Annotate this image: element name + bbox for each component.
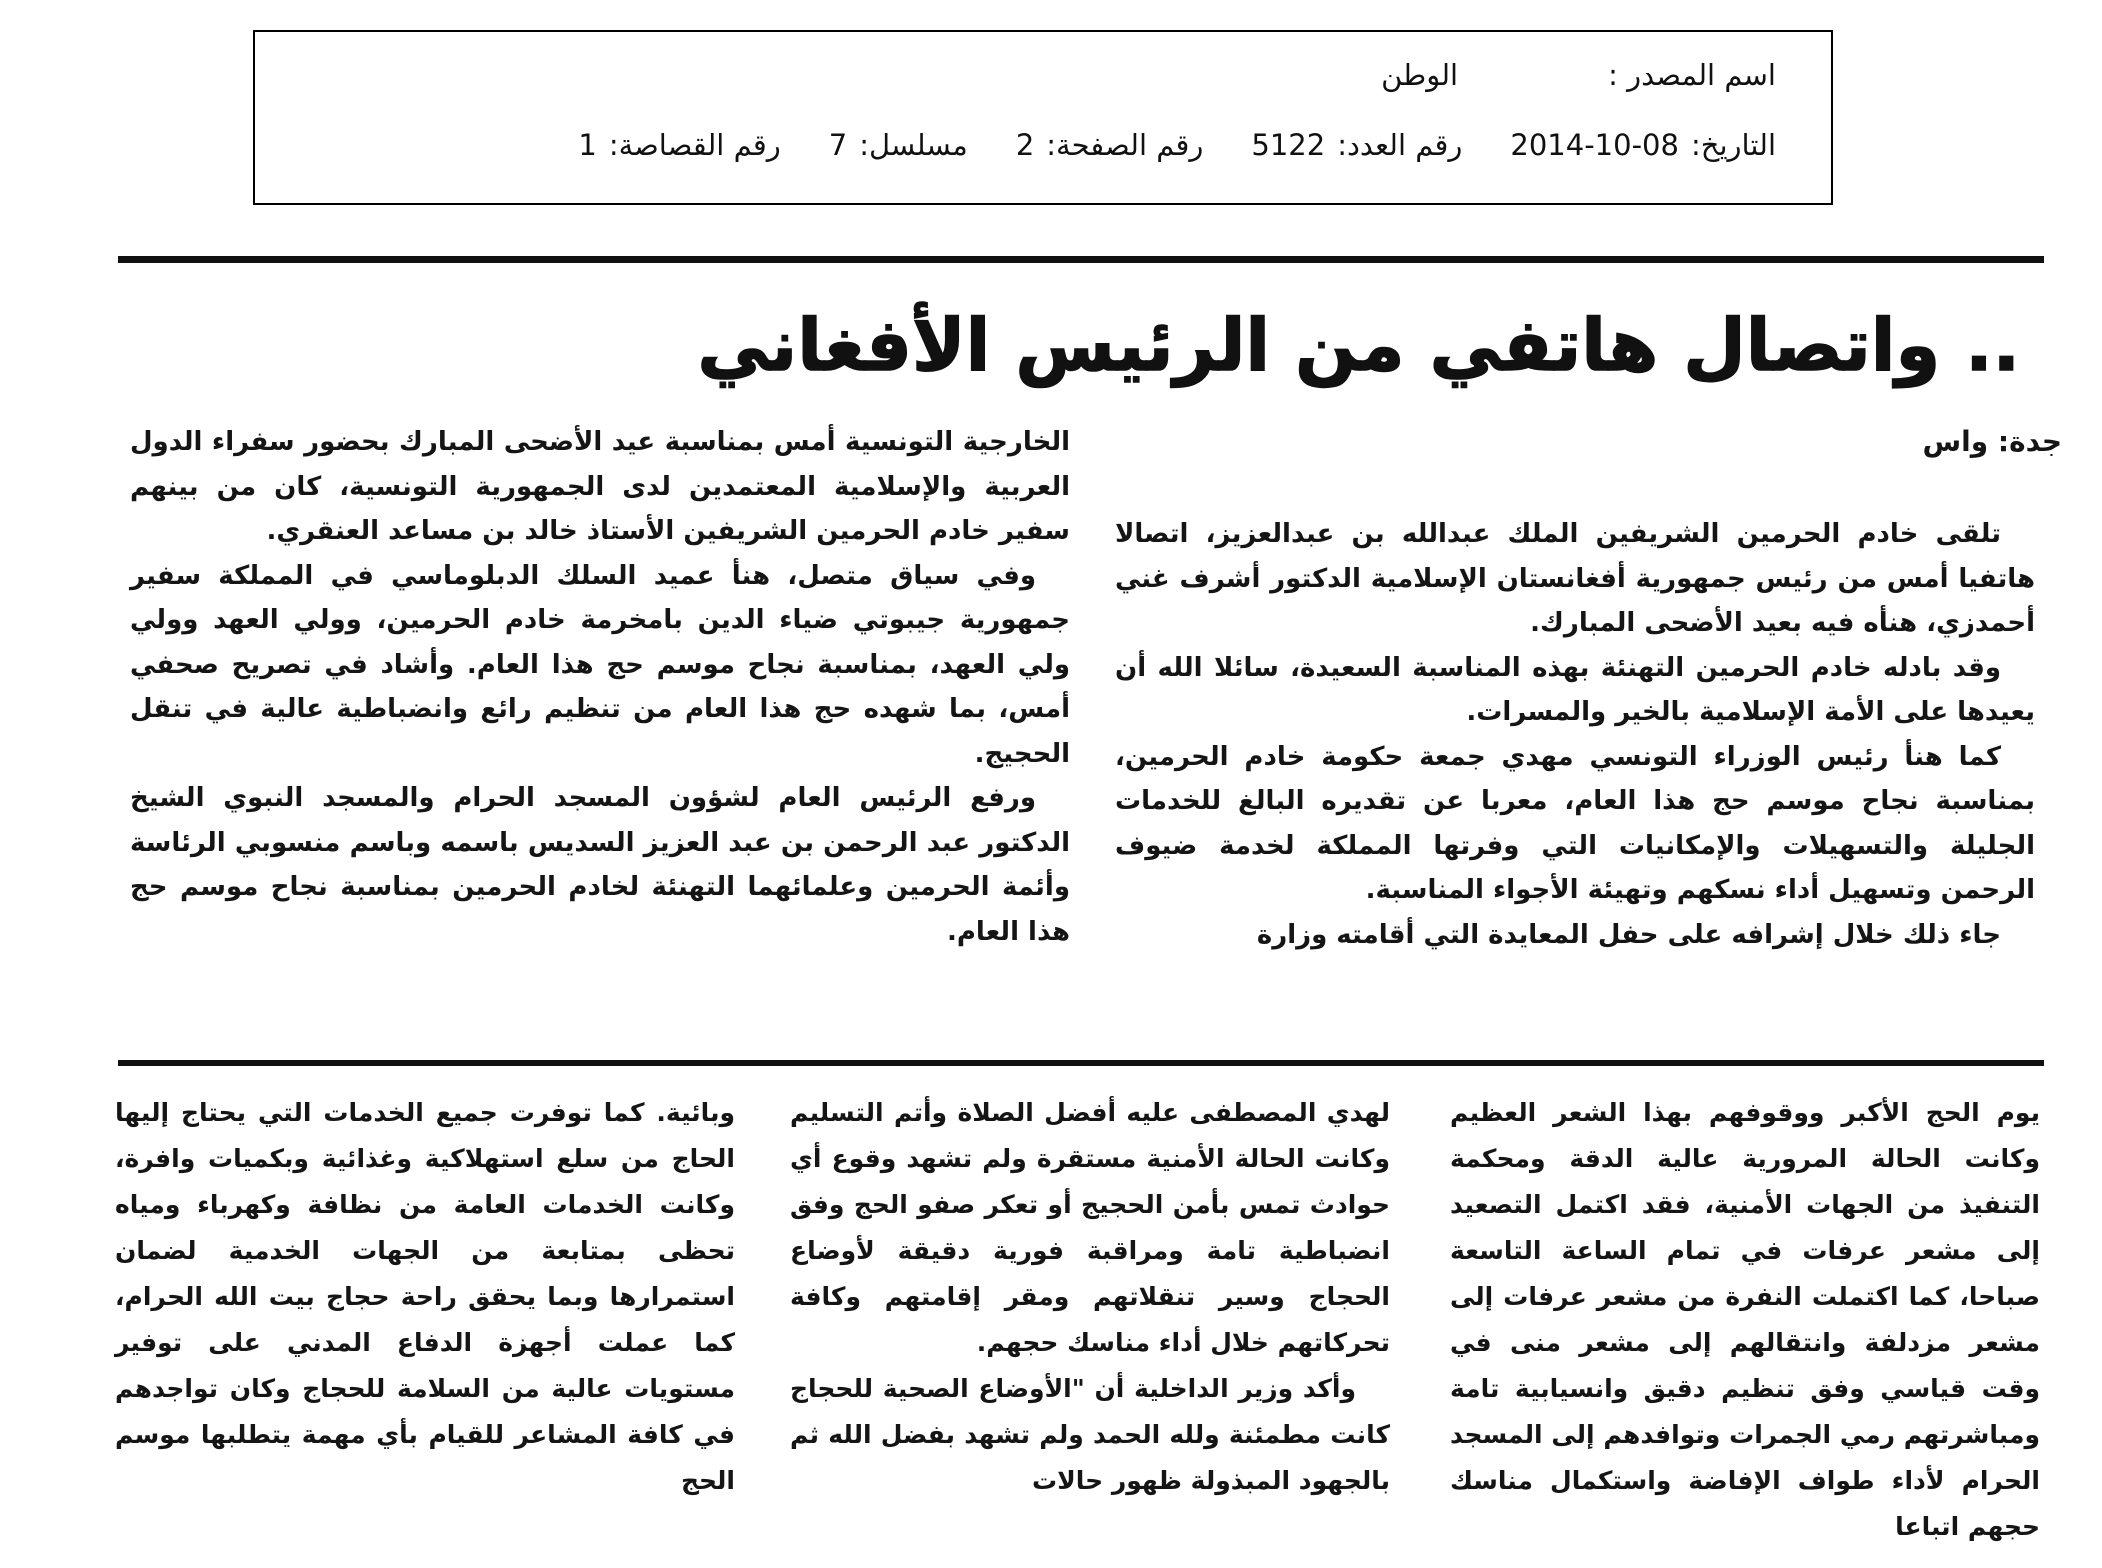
clip-value: 1 [578, 128, 597, 162]
paragraph: وأكد وزير الداخلية أن "الأوضاع الصحية للحجاج كانت مطمئنة ولله الحمد ولم تشهد بفضل الله ثم بالجهود المبذولة ظهور حالات [790, 1374, 1390, 1495]
paragraph: لهدي المصطفى عليه أفضل الصلاة وأتم التسليم وكانت الحالة الأمنية مستقرة ولم تشهد وقوع أي حوادث تمس بأمن الحجيج أو تعكر صفو الحج وفق انضباطية تامة ومراقبة فورية دقيقة لأوضاع الحجاج وسير تنقلاتهم ومقر إقامتهم وكافة تحركاتهم خلال أداء مناسك حجهم. [790, 1098, 1390, 1357]
date-value: 2014-10-08 [1510, 128, 1679, 162]
paragraph: يوم الحج الأكبر ووقوفهم بهذا الشعر العظيم وكانت الحالة المرورية عالية الدقة ومحكمة التنفيذ من الجهات الأمنية، فقد اكتمل التصعيد إلى مشعر عرفات في تمام الساعة التاسعة صباحا، كما اكتملت النفرة من مشعر عرفات إلى مشعر مزدلفة وانتقالهم إلى مشعر منى في وقت قياسي وفق تنظيم دقيق وانسيابية تامة ومباشرتهم رمي الجمرات وتوافدهم إلى المسجد الحرام لأداء طواف الإفاضة واستكمال مناسك حجهم اتباعا [1450, 1098, 2040, 1541]
issue-field [1251, 128, 1462, 162]
middle-divider [118, 1060, 2044, 1066]
details-row [295, 128, 1776, 162]
upper-left-column [130, 420, 1070, 1050]
serial-label: مسلسل: [859, 128, 968, 162]
issue-value: 5122 [1251, 128, 1326, 162]
serial-field [829, 128, 968, 162]
page-value: 2 [1015, 128, 1035, 162]
issue-label: رقم العدد: [1337, 128, 1463, 162]
source-value: الوطن [1381, 58, 1459, 92]
article-headline: .. واتصال هاتفي من الرئيس الأفغاني [697, 303, 2020, 387]
paragraph: وبائية. كما توفرت جميع الخدمات التي يحتاج إليها الحاج من سلع استهلاكية وغذائية وبكميات وافرة، وكانت الخدمات العامة من نظافة وكهرباء ومياه تحظى بمتابعة من الجهات الخدمية لضمان استمرارها وبما يحقق راحة حجاج بيت الله الحرام، كما عملت أجهزة الدفاع المدني على توفير مستويات عالية من السلامة للحجاج وكان تواجدهم في كافة المشاعر للقيام بأي مهمة يتطلبها موسم الحج [115, 1098, 735, 1495]
paragraph: تلقى خادم الحرمين الشريفين الملك عبدالله بن عبدالعزيز، اتصالا هاتفيا أمس من رئيس جمهورية أفغانستان الإسلامية الدكتور أشرف غني أحمدزي، هنأه فيه بعيد الأضحى المبارك. [1115, 519, 2035, 638]
top-divider [118, 256, 2044, 263]
dateline: جدة: واس [1922, 425, 2062, 458]
clip-field [578, 128, 780, 162]
page-field [1016, 128, 1204, 162]
paragraph: وقد بادله خادم الحرمين التهنئة بهذه المناسبة السعيدة، سائلا الله أن يعيدها على الأمة الإسلامية بالخير والمسرات. [1115, 652, 2035, 727]
date-label: التاريخ: [1690, 128, 1776, 162]
page-label: رقم الصفحة: [1046, 128, 1204, 162]
lower-left-column [115, 1090, 735, 1560]
source-row [295, 58, 1776, 92]
upper-right-column [1115, 512, 2035, 1047]
paragraph: جاء ذلك خلال إشرافه على حفل المعايدة التي أقامته وزارة [1256, 919, 2001, 950]
source-value-field [1381, 58, 1458, 92]
paragraph: كما هنأ رئيس الوزراء التونسي مهدي جمعة حكومة خادم الحرمين، بمناسبة نجاح موسم حج هذا العام، معربا عن تقديره البالغ للخدمات الجليلة والتسهيلات والإمكانيات التي وفرتها المملكة لخدمة ضيوف الرحمن وتسهيل أداء نسكهم وتهيئة الأجواء المناسبة. [1115, 741, 2035, 905]
paragraph: الخارجية التونسية أمس بمناسبة عيد الأضحى المبارك بحضور سفراء الدول العربية والإسلامية المعتمدين لدى الجمهورية التونسية، كان من بينهم سفير خادم الحرمين الشريفين الأستاذ خالد بن مساعد العنقري. [130, 427, 1070, 546]
date-field [1510, 128, 1776, 162]
source-field [1608, 58, 1776, 92]
lower-middle-column [790, 1090, 1390, 1560]
lower-right-column [1450, 1090, 2040, 1560]
clipping-metadata-box [253, 30, 1833, 205]
serial-value: 7 [828, 128, 848, 162]
clip-label: رقم القصاصة: [608, 128, 781, 162]
paragraph: ورفع الرئيس العام لشؤون المسجد الحرام والمسجد النبوي الشيخ الدكتور عبد الرحمن بن عبد العزيز السديس باسمه وباسم منسوبي الرئاسة وأئمة الحرمين وعلمائهما التهنئة لخادم الحرمين بمناسبة نجاح موسم حج هذا العام. [130, 783, 1070, 947]
paragraph: وفي سياق متصل، هنأ عميد السلك الدبلوماسي في المملكة سفير جمهورية جيبوتي ضياء الدين بامخرمة خادم الحرمين، وولي العهد وولي ولي العهد، بمناسبة نجاح موسم حج هذا العام. وأشاد في تصريح صحفي أمس، بما شهده حج هذا العام من تنظيم رائع وانضباطية عالية في تنقل الحجيج. [130, 560, 1070, 769]
source-label: اسم المصدر : [1608, 58, 1776, 92]
